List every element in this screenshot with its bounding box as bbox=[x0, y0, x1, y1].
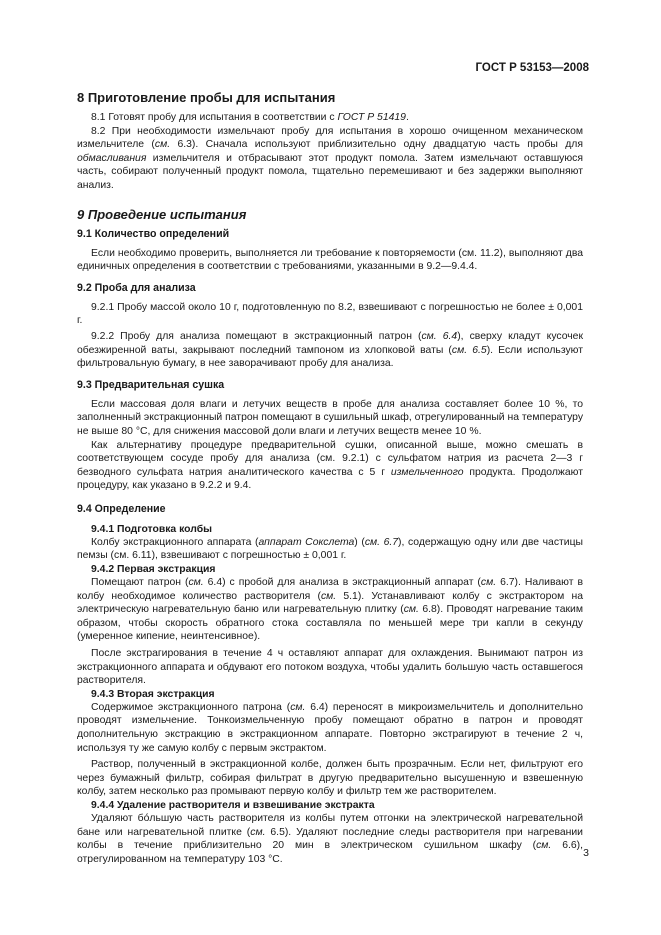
para-9-1: Если необходимо проверить, выполняется ли требование к повторяемости (см. 11.2), выполняют два единичных определения в соответствии с требованиями, указанными в 9.2—9.4.4. bbox=[77, 247, 583, 273]
section-9-2-heading: 9.2 Проба для анализа bbox=[77, 281, 196, 294]
section-9-3-heading: 9.3 Предварительная сушка bbox=[77, 378, 225, 391]
section-9-1-heading: 9.1 Количество определений bbox=[77, 227, 230, 240]
page-number: 3 bbox=[583, 847, 589, 859]
para-8-1: 8.1 Готовят пробу для испытания в соответствии с ГОСТ Р 51419. bbox=[91, 112, 409, 123]
para-9-4-2-1: Помещают патрон (см. 6.4) с пробой для анализа в экстракционный аппарат (см. 6.7). Наливают в колбу необходимое количество растворителя (см. 5.1). Устанавливают колбу с экстрактором на электрическую нагревательную баню или нагревательную плитку (см. 6.8). Проводят нагревание таким образом, чтобы скорость обратного стока составляла по меньшей мере три капли в секунду (умеренное кипение, неинтенсивное). bbox=[77, 577, 583, 643]
para-9-4-3-2: Раствор, полученный в экстракционной колбе, должен быть прозрачным. Если нет, фильтруют его через бумажный фильтр, собирая фильтрат в другую предварительно высушенную и взвешенную колбу, затем несколько раз промывают первую колбу и фильтр тем же растворителем. bbox=[77, 759, 583, 798]
para-9-2-1: 9.2.1 Пробу массой около 10 г, подготовленную по 8.2, взвешивают с погрешностью не более ± 0,001 г. bbox=[77, 301, 583, 327]
section-9-4-heading: 9.4 Определение bbox=[77, 502, 166, 515]
section-9-4-4-heading: 9.4.4 Удаление растворителя и взвешивание экстракта bbox=[91, 799, 375, 811]
para-9-4-3-1: Содержимое экстракционного патрона (см. 6.4) переносят в микроизмельчитель и дополнительно проводят измельчение. Тонкоизмельченную пробу помещают обратно в патрон и проводят дополнительную экстракцию в экстракционном аппарате. Повторно экстрагируют в течение 2 ч, используя ту же самую колбу с первым экстрактом. bbox=[77, 701, 583, 754]
section-9-heading: 9 Проведение испытания bbox=[77, 206, 247, 222]
para-9-4-2-2: После экстрагирования в течение 4 ч оставляют аппарат для охлаждения. Вынимают патрон из экстракционного аппарата и обдувают его потоком воздуха, чтобы удалить большую часть оставшегося растворителя. bbox=[77, 648, 583, 687]
para-8-2: 8.2 При необходимости измельчают пробу для испытания в хорошо очищенном механическом измельчителе (см. 6.3). Сначала используют приблизительно одну двадцатую часть пробы для обмасливания измельчителя и отбрасывают этот продукт помола. Затем измельчают оставшуюся часть, собирают полученный продукт помола, тщательно перемешивают и без задержки выполняют анализ. bbox=[77, 125, 583, 191]
standard-designation: ГОСТ Р 53153—2008 bbox=[475, 62, 589, 74]
para-9-3-1: Если массовая доля влаги и летучих веществ в пробе для анализа составляет более 10 %, то заполненный экстракционный патрон помещают в сушильный шкаф, отрегулированный на температуру не выше 80 °С, для снижения массовой доли влаги и летучих веществ менее 10 %. bbox=[77, 398, 584, 437]
document-body bbox=[77, 90, 583, 866]
section-9-4-2-heading: 9.4.2 Первая экстракция bbox=[91, 564, 216, 576]
section-9-4-1-heading: 9.4.1 Подготовка колбы bbox=[91, 523, 213, 535]
para-9-2-2: 9.2.2 Пробу для анализа помещают в экстракционный патрон (см. 6.4), сверху кладут кусочек обезжиренной ваты, закрывают последний тампоном из хлопковой ваты (см. 6.5). Если используют фильтровальную бумагу, в нее заворачивают пробу для анализа. bbox=[77, 330, 583, 370]
para-9-4-4: Удаляют бо́льшую часть растворителя из колбы путем отгонки на электрической нагревательной бане или нагревательной плитке (см. 6.5). Удаляют последние следы растворителя при нагревании колбы в течение приблизительно 20 мин в электрическом сушильном шкафу (см. 6.6), отрегулированном на температуру 103 °С. bbox=[77, 812, 583, 865]
section-9-4-3-heading: 9.4.3 Вторая экстракция bbox=[91, 688, 215, 700]
para-9-4-1: Колбу экстракционного аппарата (аппарат Сокслета) (см. 6.7), содержащую одну или две частицы пемзы (см. 6.11), взвешивают с погрешностью ± 0,001 г. bbox=[77, 536, 584, 562]
section-8-heading: 8 Приготовление пробы для испытания bbox=[77, 90, 336, 105]
para-9-3-2: Как альтернативу процедуре предварительной сушки, описанной выше, можно смешать в соответствующем сосуде пробу для анализа (см. 9.2.1) с сульфатом натрия из расчета 2—3 г безводного сульфата натрия аналитического качества с 5 г измельченного продукта. Продолжают процедуру, как указано в 9.2.2 и 9.4. bbox=[77, 439, 583, 492]
